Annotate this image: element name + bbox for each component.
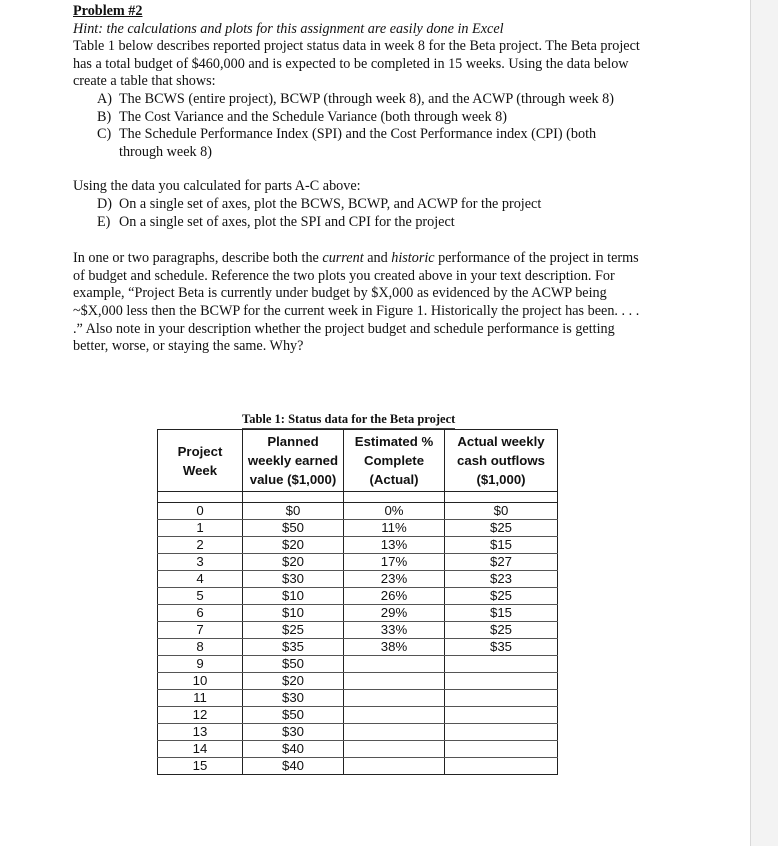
table-row — [158, 588, 558, 605]
task-item — [97, 91, 643, 109]
cell-week: 3 — [158, 554, 243, 571]
table-row — [158, 673, 558, 690]
table-row — [158, 571, 558, 588]
cell-week: 15 — [158, 758, 243, 775]
cell-week: 8 — [158, 639, 243, 656]
cell-percent-complete — [344, 758, 445, 775]
cell-week: 6 — [158, 605, 243, 622]
problem-title: Problem #2 — [73, 3, 143, 19]
plots-intro: Using the data you calculated for parts A-C above: — [73, 178, 361, 195]
task-list-abc — [73, 91, 643, 161]
cell-percent-complete: 29% — [344, 605, 445, 622]
cell-cash-outflow — [445, 707, 558, 724]
cell-week: 9 — [158, 656, 243, 673]
cell-cash-outflow: $25 — [445, 622, 558, 639]
table-row — [158, 690, 558, 707]
cell-week: 11 — [158, 690, 243, 707]
cell-week: 12 — [158, 707, 243, 724]
side-panel-strip — [750, 0, 778, 846]
cell-percent-complete — [344, 741, 445, 758]
table-row — [158, 639, 558, 656]
cell-week: 0 — [158, 503, 243, 520]
cell-planned-value: $40 — [243, 758, 344, 775]
paragraph-text: performance of the project in terms of budget and schedule. Reference the two plots you created above in your text description. For example, “Project Beta is currently under budget by $X,000 as evidenced by the ACWP being ~$X,000 less then the BCWP for the current week in Figure 1. Historically the project has been. . . . .” Also note in your description whether the project budget and schedule performance is getting better, worse, or staying the same. Why? — [73, 250, 640, 355]
cell-week: 14 — [158, 741, 243, 758]
table-row — [158, 724, 558, 741]
table-row — [158, 503, 558, 520]
cell-percent-complete — [344, 724, 445, 741]
status-table — [157, 429, 558, 775]
table-row — [158, 537, 558, 554]
task-marker: A) — [97, 90, 112, 107]
cell-percent-complete: 13% — [344, 537, 445, 554]
paragraph-text: In one or two paragraphs, describe both the — [73, 250, 323, 267]
cell-cash-outflow: $25 — [445, 588, 558, 605]
cell-week: 10 — [158, 673, 243, 690]
task-list-de — [73, 196, 643, 231]
cell-planned-value: $30 — [243, 690, 344, 707]
cell-percent-complete: 0% — [344, 503, 445, 520]
table-row — [158, 605, 558, 622]
paragraph-text: and — [363, 250, 392, 267]
table-row — [158, 707, 558, 724]
task-marker: C) — [97, 126, 112, 143]
task-item — [97, 196, 643, 214]
cell-planned-value: $25 — [243, 622, 344, 639]
cell-percent-complete: 17% — [344, 554, 445, 571]
cell-cash-outflow — [445, 758, 558, 775]
cell-percent-complete — [344, 673, 445, 690]
cell-cash-outflow: $15 — [445, 605, 558, 622]
task-text: On a single set of axes, plot the BCWS, BCWP, and ACWP for the project — [119, 195, 542, 212]
cell-week: 2 — [158, 537, 243, 554]
table-header-row — [158, 430, 558, 492]
task-item — [97, 214, 643, 232]
cell-planned-value: $50 — [243, 707, 344, 724]
cell-percent-complete: 23% — [344, 571, 445, 588]
cell-week: 1 — [158, 520, 243, 537]
cell-planned-value: $40 — [243, 741, 344, 758]
cell-planned-value: $0 — [243, 503, 344, 520]
paragraph-emphasis: historic — [391, 250, 435, 267]
problem-text — [73, 3, 643, 356]
task-marker: B) — [97, 108, 112, 125]
intro-paragraph: Table 1 below describes reported project status data in week 8 for the Beta project. The Beta project has a total budget of $460,000 and is expected to be completed in 15 weeks. Using the data below create a table that shows: — [73, 38, 640, 90]
table-row — [158, 758, 558, 775]
task-text: On a single set of axes, plot the SPI and CPI for the project — [119, 213, 455, 230]
cell-percent-complete — [344, 656, 445, 673]
cell-planned-value: $35 — [243, 639, 344, 656]
table-row — [158, 622, 558, 639]
header-planned-value: Planned weekly earned value ($1,000) — [243, 430, 344, 492]
cell-planned-value: $30 — [243, 571, 344, 588]
cell-planned-value: $50 — [243, 656, 344, 673]
cell-percent-complete — [344, 707, 445, 724]
table-row — [158, 741, 558, 758]
task-marker: E) — [97, 213, 111, 230]
header-project-week: Project Week — [158, 430, 243, 492]
table-row — [158, 520, 558, 537]
cell-percent-complete — [344, 690, 445, 707]
table-body — [158, 492, 558, 775]
task-item — [97, 126, 643, 161]
cell-planned-value: $20 — [243, 673, 344, 690]
header-cash-outflows: Actual weekly cash outflows ($1,000) — [445, 430, 558, 492]
cell-cash-outflow: $23 — [445, 571, 558, 588]
task-item — [97, 109, 643, 127]
cell-planned-value: $50 — [243, 520, 344, 537]
cell-cash-outflow: $27 — [445, 554, 558, 571]
cell-percent-complete: 11% — [344, 520, 445, 537]
cell-week: 7 — [158, 622, 243, 639]
cell-planned-value: $10 — [243, 605, 344, 622]
table-row — [158, 554, 558, 571]
cell-planned-value: $30 — [243, 724, 344, 741]
task-marker: D) — [97, 195, 112, 212]
cell-cash-outflow — [445, 741, 558, 758]
cell-cash-outflow — [445, 690, 558, 707]
cell-percent-complete: 33% — [344, 622, 445, 639]
header-percent-complete: Estimated % Complete (Actual) — [344, 430, 445, 492]
cell-planned-value: $20 — [243, 537, 344, 554]
cell-cash-outflow — [445, 724, 558, 741]
cell-cash-outflow: $0 — [445, 503, 558, 520]
table-caption: Table 1: Status data for the Beta project — [242, 412, 455, 429]
cell-week: 13 — [158, 724, 243, 741]
paragraph-emphasis: current — [322, 250, 364, 267]
cell-cash-outflow: $35 — [445, 639, 558, 656]
task-text: The Schedule Performance Index (SPI) and the Cost Performance index (CPI) (both through week 8) — [119, 126, 597, 160]
task-text: The Cost Variance and the Schedule Variance (both through week 8) — [119, 108, 507, 125]
cell-cash-outflow: $25 — [445, 520, 558, 537]
cell-week: 4 — [158, 571, 243, 588]
table-row — [158, 656, 558, 673]
task-text: The BCWS (entire project), BCWP (through week 8), and the ACWP (through week 8) — [119, 90, 615, 107]
hint-text: Hint: the calculations and plots for this assignment are easily done in Excel — [73, 20, 504, 37]
cell-planned-value: $10 — [243, 588, 344, 605]
cell-week: 5 — [158, 588, 243, 605]
table-spacer-row — [158, 492, 558, 503]
description-paragraph — [73, 250, 643, 356]
cell-cash-outflow — [445, 656, 558, 673]
cell-planned-value: $20 — [243, 554, 344, 571]
cell-cash-outflow — [445, 673, 558, 690]
cell-percent-complete: 26% — [344, 588, 445, 605]
cell-percent-complete: 38% — [344, 639, 445, 656]
cell-cash-outflow: $15 — [445, 537, 558, 554]
